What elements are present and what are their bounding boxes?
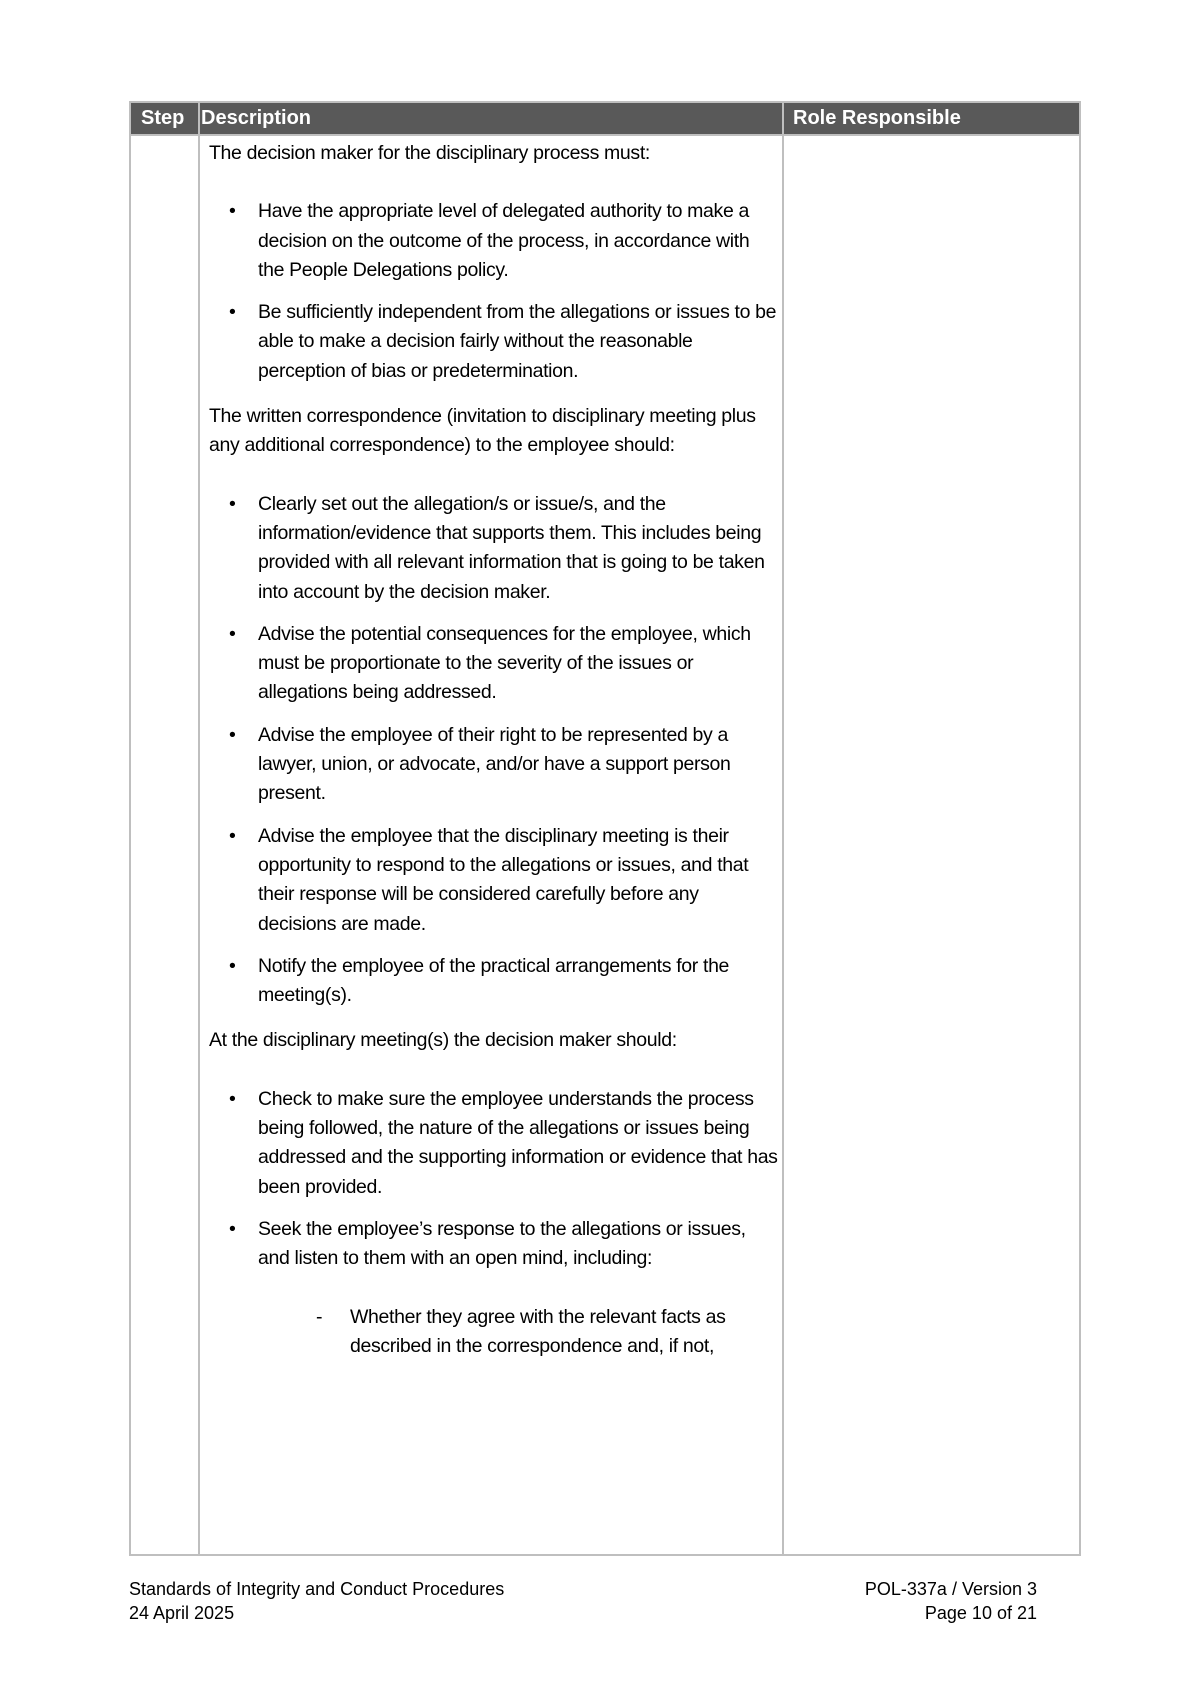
- bullet-icon: •: [229, 200, 236, 223]
- bullet-icon: •: [229, 1217, 236, 1240]
- sub-list: [258, 1303, 779, 1362]
- paragraph: At the disciplinary meeting(s) the decision maker should:: [209, 1029, 677, 1052]
- row-divider: [131, 134, 1079, 136]
- procedure-table: [129, 101, 1081, 1556]
- bullet-icon: •: [229, 622, 236, 645]
- bullet-icon: •: [229, 301, 236, 324]
- dash-icon: -: [316, 1305, 323, 1328]
- list-item-text: Check to make sure the employee understands the process being followed, the nature of the allegations or issues being addressed and the supporting information or evidence that has been provided.: [258, 1087, 778, 1198]
- list-item: [209, 298, 779, 386]
- list-item-text: Have the appropriate level of delegated authority to make a decision on the outcome of the process, in accordance with the People Delegations policy.: [258, 200, 750, 281]
- list-item: [209, 1215, 779, 1361]
- bullet-list: [209, 197, 779, 386]
- column-divider: [198, 103, 200, 1554]
- list-item-text: Advise the potential consequences for the employee, which must be proportionate to the severity of the issues or allegations being addressed.: [258, 622, 751, 704]
- sub-list-item-text: Whether they agree with the relevant facts as described in the correspondence and, if not,: [350, 1305, 726, 1357]
- table-header: [131, 103, 1079, 134]
- list-item: [209, 620, 779, 708]
- column-divider: [782, 103, 784, 1554]
- bullet-icon: •: [229, 824, 236, 847]
- bullet-list: [209, 490, 779, 1011]
- footer-doc-id: POL-337a / Version 3: [864, 1579, 1037, 1599]
- bullet-icon: •: [229, 954, 236, 977]
- bullet-icon: •: [229, 492, 236, 515]
- list-item-text: Seek the employee’s response to the allegations or issues, and listen to them with an open mind, including:: [258, 1217, 746, 1270]
- paragraph: The written correspondence (invitation to disciplinary meeting plus any additional correspondence) to the employee should:: [209, 405, 756, 457]
- list-item-text: Advise the employee of their right to be represented by a lawyer, union, or advocate, and/or have a support person present.: [258, 723, 731, 805]
- list-item: [209, 490, 779, 607]
- footer-date: 24 April 2025: [129, 1603, 235, 1623]
- header-description: Description: [201, 107, 312, 129]
- sub-list-item: [258, 1303, 779, 1362]
- footer-right: [865, 1577, 1037, 1625]
- list-item: [209, 822, 779, 939]
- list-item: [209, 952, 779, 1011]
- list-item-text: Notify the employee of the practical arrangements for the meeting(s).: [258, 954, 730, 1007]
- header-role: Role Responsible: [793, 107, 961, 129]
- bullet-icon: •: [229, 1087, 236, 1110]
- list-item: [209, 721, 779, 809]
- bullet-list: [209, 1085, 779, 1361]
- footer-left: [129, 1577, 504, 1625]
- list-item: [209, 1085, 779, 1202]
- list-item-text: Advise the employee that the disciplinary meeting is their opportunity to respond to the allegations or issues, and that their response will be considered carefully before any decisions are made.: [258, 824, 749, 935]
- description-cell: [209, 139, 779, 1554]
- footer-title: Standards of Integrity and Conduct Procedures: [129, 1579, 505, 1599]
- footer-page-number: Page 10 of 21: [924, 1603, 1037, 1623]
- list-item-text: Clearly set out the allegation/s or issue/s, and the information/evidence that supports them. This includes being provided with all relevant information that is going to be taken into account by the decision maker.: [258, 492, 765, 603]
- paragraph: The decision maker for the disciplinary process must:: [209, 142, 650, 164]
- list-item-text: Be sufficiently independent from the allegations or issues to be able to make a decision fairly without the reasonable perception of bias or predetermination.: [258, 301, 777, 382]
- list-item: [209, 197, 779, 285]
- bullet-icon: •: [229, 723, 236, 746]
- header-step: Step: [141, 107, 185, 129]
